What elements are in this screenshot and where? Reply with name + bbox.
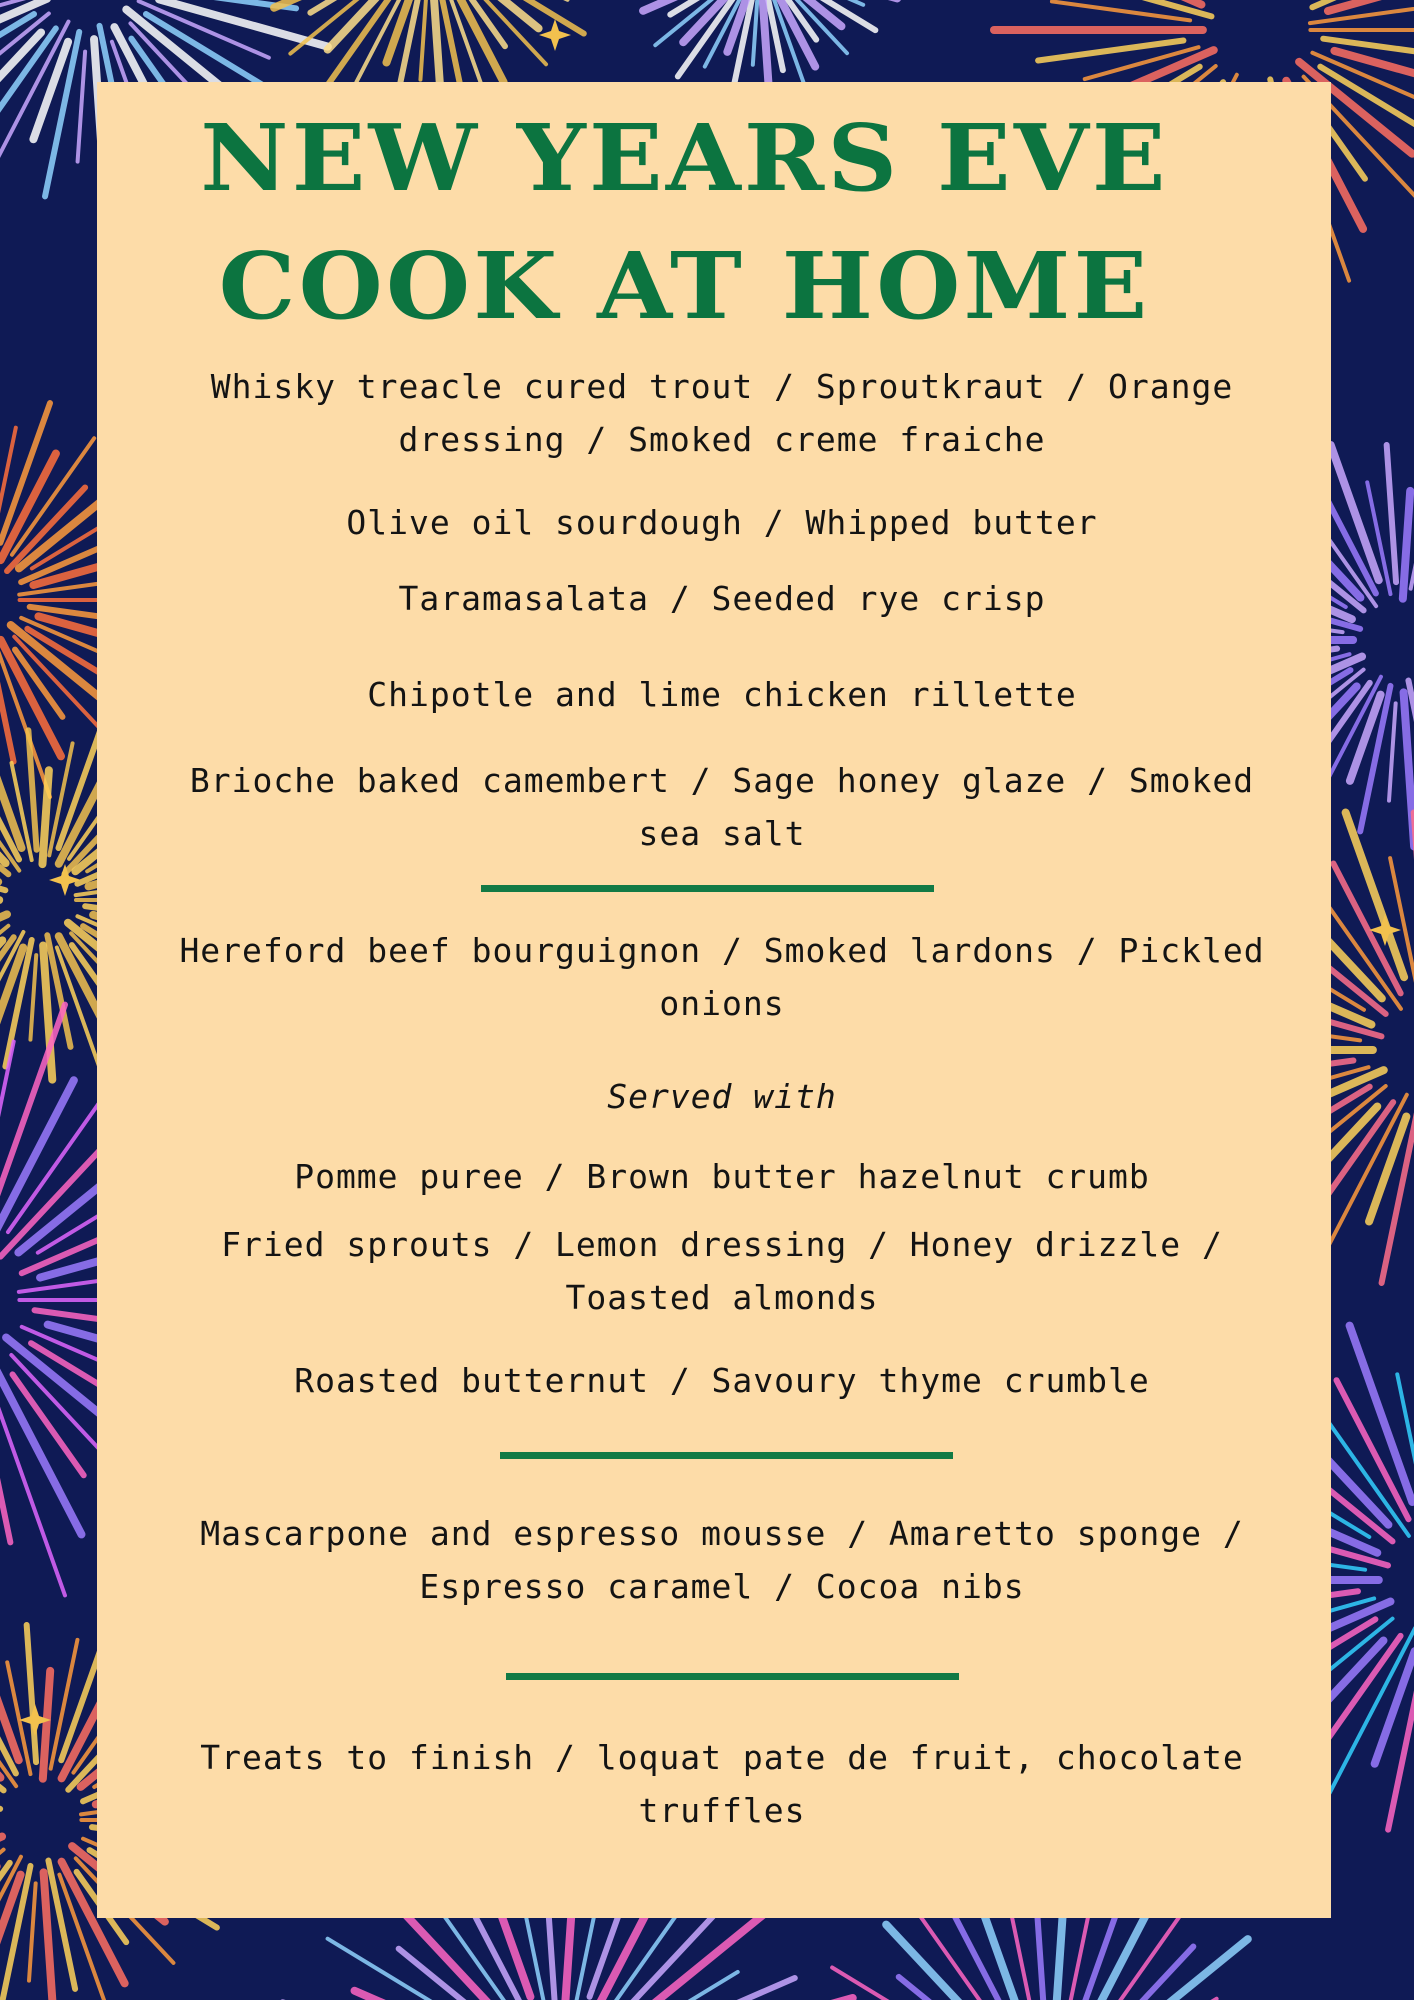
firework-streak (1080, 0, 1201, 5)
firework-streak (762, 0, 769, 95)
side-item: Pomme puree / Brown butter hazelnut crumb (294, 1157, 1150, 1196)
section-divider (506, 1673, 959, 1680)
side-item: Fried sprouts / Lemon dressing / Honey drizzle / Toasted almonds (221, 1225, 1223, 1317)
starter-item: Whisky treacle cured trout / Sproutkraut / Orange dressing / Smoked creme fraiche (210, 367, 1234, 459)
firework-streak (28, 730, 36, 849)
firework-streak (1403, 491, 1410, 599)
firework-streak (753, 1, 757, 64)
starter-item: Brioche baked camembert / Sage honey glaze / Smoked sea salt (189, 761, 1255, 853)
firework-streak (420, 0, 426, 80)
firework-streak (1334, 51, 1414, 102)
starter-item: Taramasalata / Seeded rye crisp (398, 579, 1046, 618)
section-divider (481, 885, 934, 892)
firework-streak (30, 955, 36, 1040)
firework-streak (1387, 445, 1396, 582)
finish-item: Treats to finish / loquat pate de fruit, chocolate truffles (200, 1738, 1244, 1830)
side-item: Roasted butternut / Savoury thyme crumble (294, 1361, 1150, 1400)
served-with-label: Served with (607, 1077, 837, 1116)
starter-item: Olive oil sourdough / Whipped butter (346, 503, 1098, 542)
firework-streak (1054, 1905, 1064, 2000)
firework-streak (1389, 703, 1396, 800)
menu-title-line-1: NEW YEARS EVE (200, 104, 1169, 212)
starter-item: Chipotle and lime chicken rillette (367, 675, 1077, 714)
firework-streak (1350, 1326, 1413, 1502)
firework-streak (0, 1625, 19, 1760)
firework-streak (1346, 813, 1405, 978)
firework-streak (43, 1671, 50, 1779)
menu-card (97, 82, 1331, 1918)
firework-streak (29, 1883, 36, 1980)
menu-title-line-2: COOK AT HOME (218, 232, 1151, 340)
main-course-item: Hereford beef bourguignon / Smoked lardons / Pickled onions (179, 931, 1265, 1023)
firework-streak (27, 1625, 36, 1762)
section-divider (500, 1452, 953, 1459)
dessert-item: Mascarpone and espresso mousse / Amaretto sponge / Espresso caramel / Cocoa nibs (200, 1514, 1244, 1606)
